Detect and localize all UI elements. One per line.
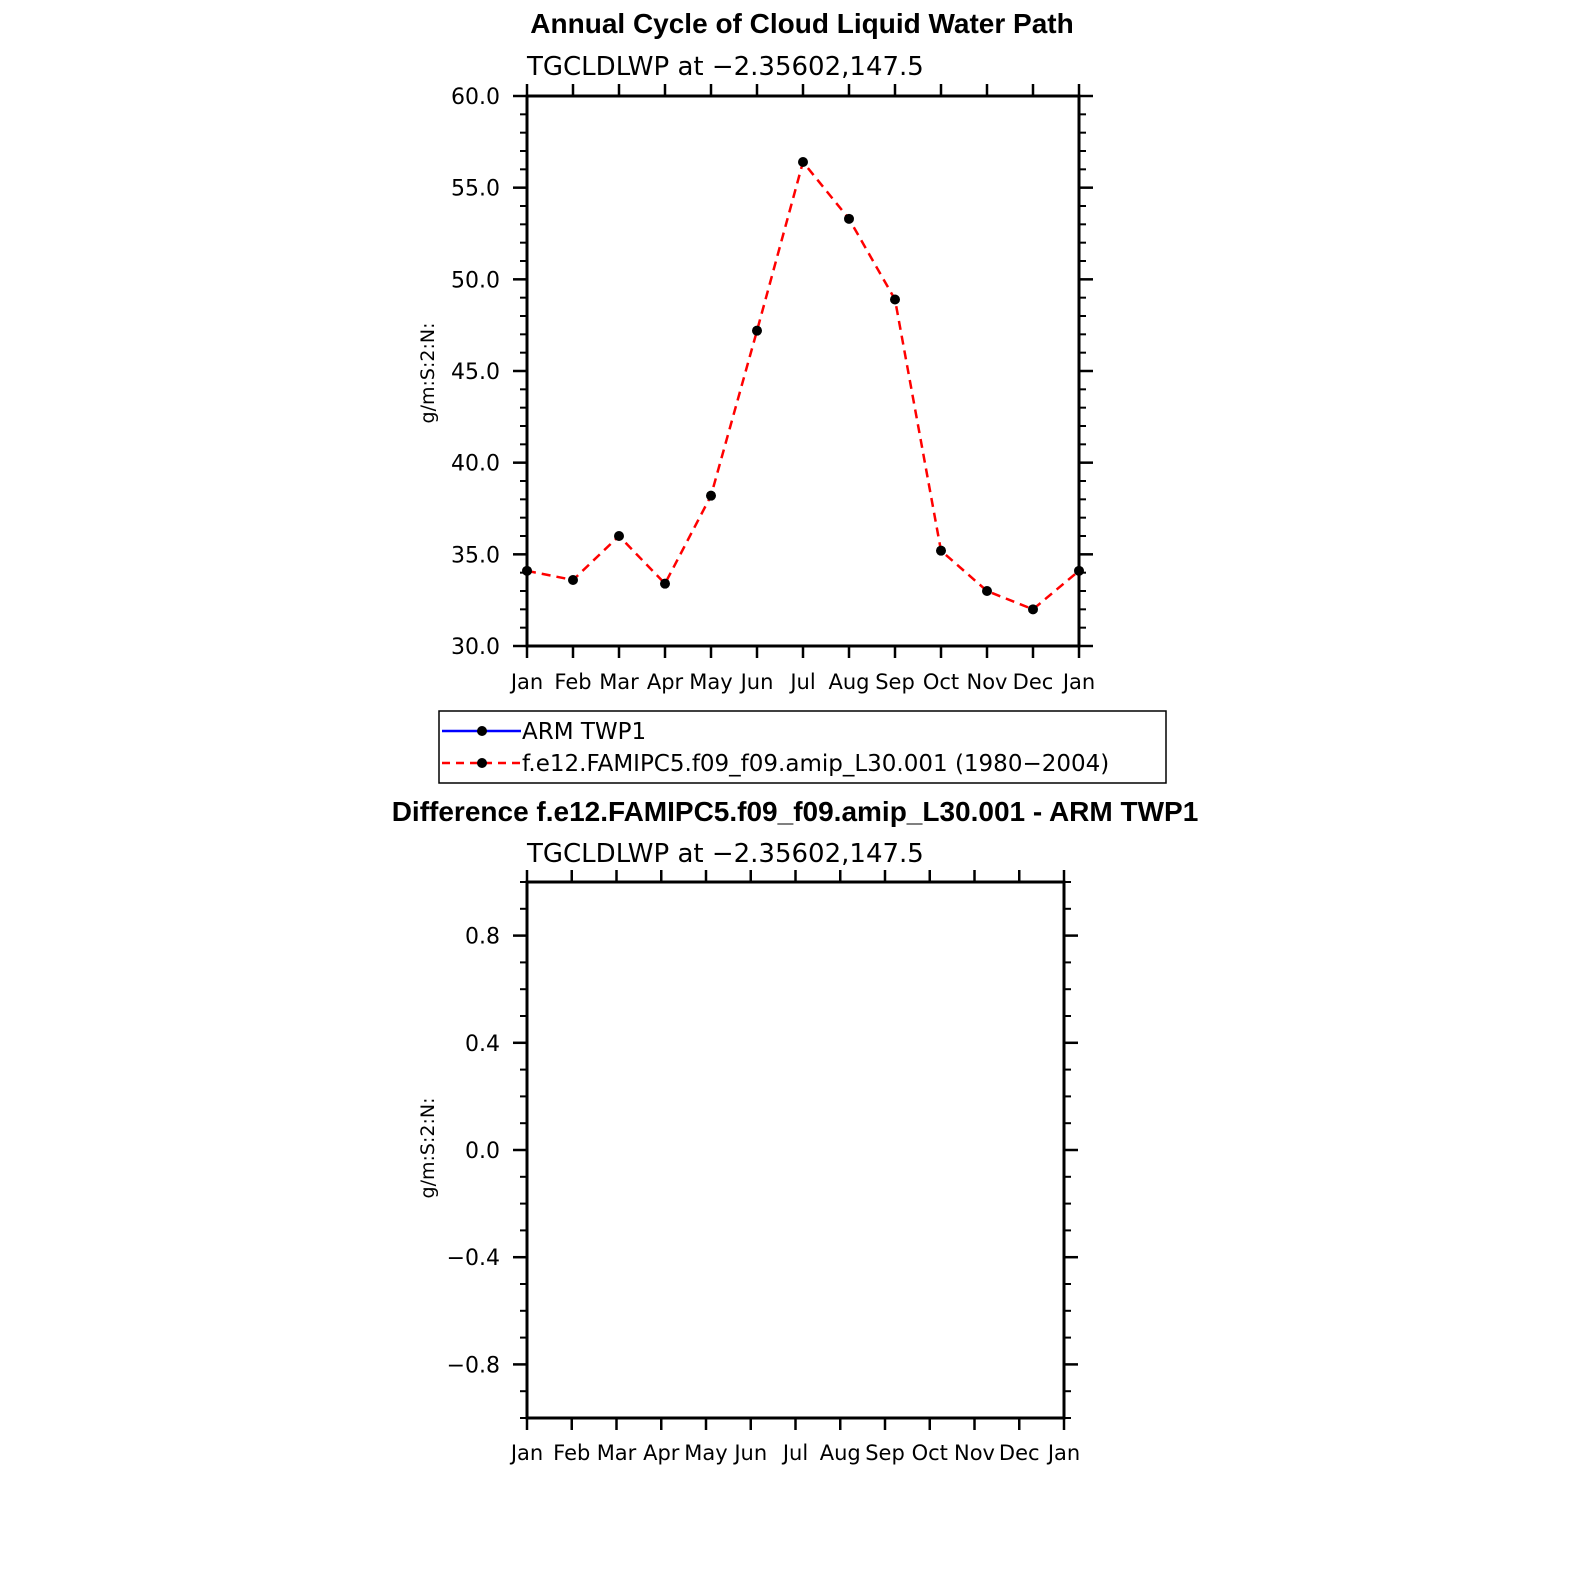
x-tick-label: Mar (596, 1441, 637, 1465)
data-point (890, 295, 900, 305)
x-tick-label: Jun (734, 1441, 768, 1465)
y-tick-label: 55.0 (451, 176, 500, 202)
x-tick-label: Dec (998, 1441, 1040, 1465)
data-point (1074, 566, 1084, 576)
y-tick-labels (451, 85, 500, 660)
legend-label-model: f.e12.FAMIPC5.f09_f09.amip_L30.001 (1980−2004) (522, 751, 1110, 777)
x-tick-label: Jan (510, 670, 544, 694)
data-point (752, 326, 762, 336)
x-tick-label: Jan (1062, 670, 1096, 694)
x-tick-label: Dec (1012, 670, 1054, 694)
data-point (614, 531, 624, 541)
legend-marker-arm (477, 726, 487, 736)
x-tick-label: Apr (646, 670, 684, 694)
series-layer (522, 157, 1084, 614)
y-tick-label: 0.4 (465, 1031, 500, 1057)
data-point (1028, 604, 1038, 614)
x-tick-label: Jan (510, 1441, 544, 1465)
y-tick-label: 35.0 (451, 543, 500, 569)
legend-marker-model (477, 758, 487, 768)
y-tick-label: 0.8 (465, 924, 500, 950)
x-tick-label: Jul (790, 670, 816, 694)
y-axis-label: g/m:S:2:N: (417, 1097, 439, 1199)
x-tick-label: Sep (865, 1441, 905, 1465)
x-tick-label: May (689, 670, 733, 694)
x-tick-label: Jun (740, 670, 774, 694)
y-tick-label: 30.0 (451, 635, 500, 660)
x-tick-labels (509, 1441, 1080, 1465)
data-point (568, 575, 578, 585)
x-tick-label: May (684, 1441, 728, 1465)
x-tick-labels (509, 670, 1095, 694)
panel-subtitle: TGCLDLWP at −2.35602,147.5 (527, 839, 924, 869)
y-tick-label: 60.0 (451, 85, 500, 110)
y-axis-label: g/m:S:2:N: (417, 322, 439, 424)
data-point (522, 566, 532, 576)
x-tick-label: Jan (1047, 1441, 1081, 1465)
x-tick-label: Apr (643, 1441, 680, 1465)
legend (439, 711, 1166, 783)
panel-subtitle: TGCLDLWP at −2.35602,147.5 (527, 52, 924, 82)
data-point (798, 157, 808, 167)
difference-panel (392, 796, 1199, 1465)
y-tick-label: 40.0 (451, 451, 500, 477)
x-tick-label: Feb (553, 1441, 591, 1465)
x-tick-label: Aug (819, 1441, 861, 1465)
axis-ticks (513, 84, 1093, 658)
x-tick-label: Nov (954, 1441, 995, 1465)
x-tick-label: Sep (875, 670, 915, 694)
y-tick-labels (447, 925, 500, 1379)
y-tick-label: 50.0 (451, 268, 500, 294)
x-tick-label: Jul (782, 1441, 809, 1465)
x-tick-label: Aug (828, 670, 870, 694)
series-line-1 (527, 162, 1079, 609)
panel-title: Difference f.e12.FAMIPC5.f09_f09.amip_L30.001 - ARM TWP1 (391, 796, 1199, 827)
panel-title: Annual Cycle of Cloud Liquid Water Path (530, 8, 1074, 39)
data-point (936, 546, 946, 556)
x-tick-label: Oct (911, 1441, 948, 1465)
data-point (660, 579, 670, 589)
x-tick-label: Oct (922, 670, 960, 694)
plot-frame (527, 96, 1079, 646)
axis-ticks (513, 870, 1078, 1430)
annual-cycle-panel (417, 8, 1095, 694)
data-point (982, 586, 992, 596)
x-tick-label: Nov (966, 670, 1008, 694)
y-tick-label: 45.0 (451, 360, 500, 385)
plot-frame (527, 882, 1064, 1418)
y-tick-label: 0.0 (465, 1139, 500, 1164)
legend-label-arm: ARM TWP1 (522, 719, 647, 745)
data-point (706, 491, 716, 501)
y-tick-label: −0.4 (446, 1246, 500, 1272)
x-tick-label: Mar (599, 670, 639, 694)
x-tick-label: Feb (554, 670, 592, 694)
data-point (844, 214, 854, 224)
y-tick-label: −0.8 (446, 1353, 500, 1379)
